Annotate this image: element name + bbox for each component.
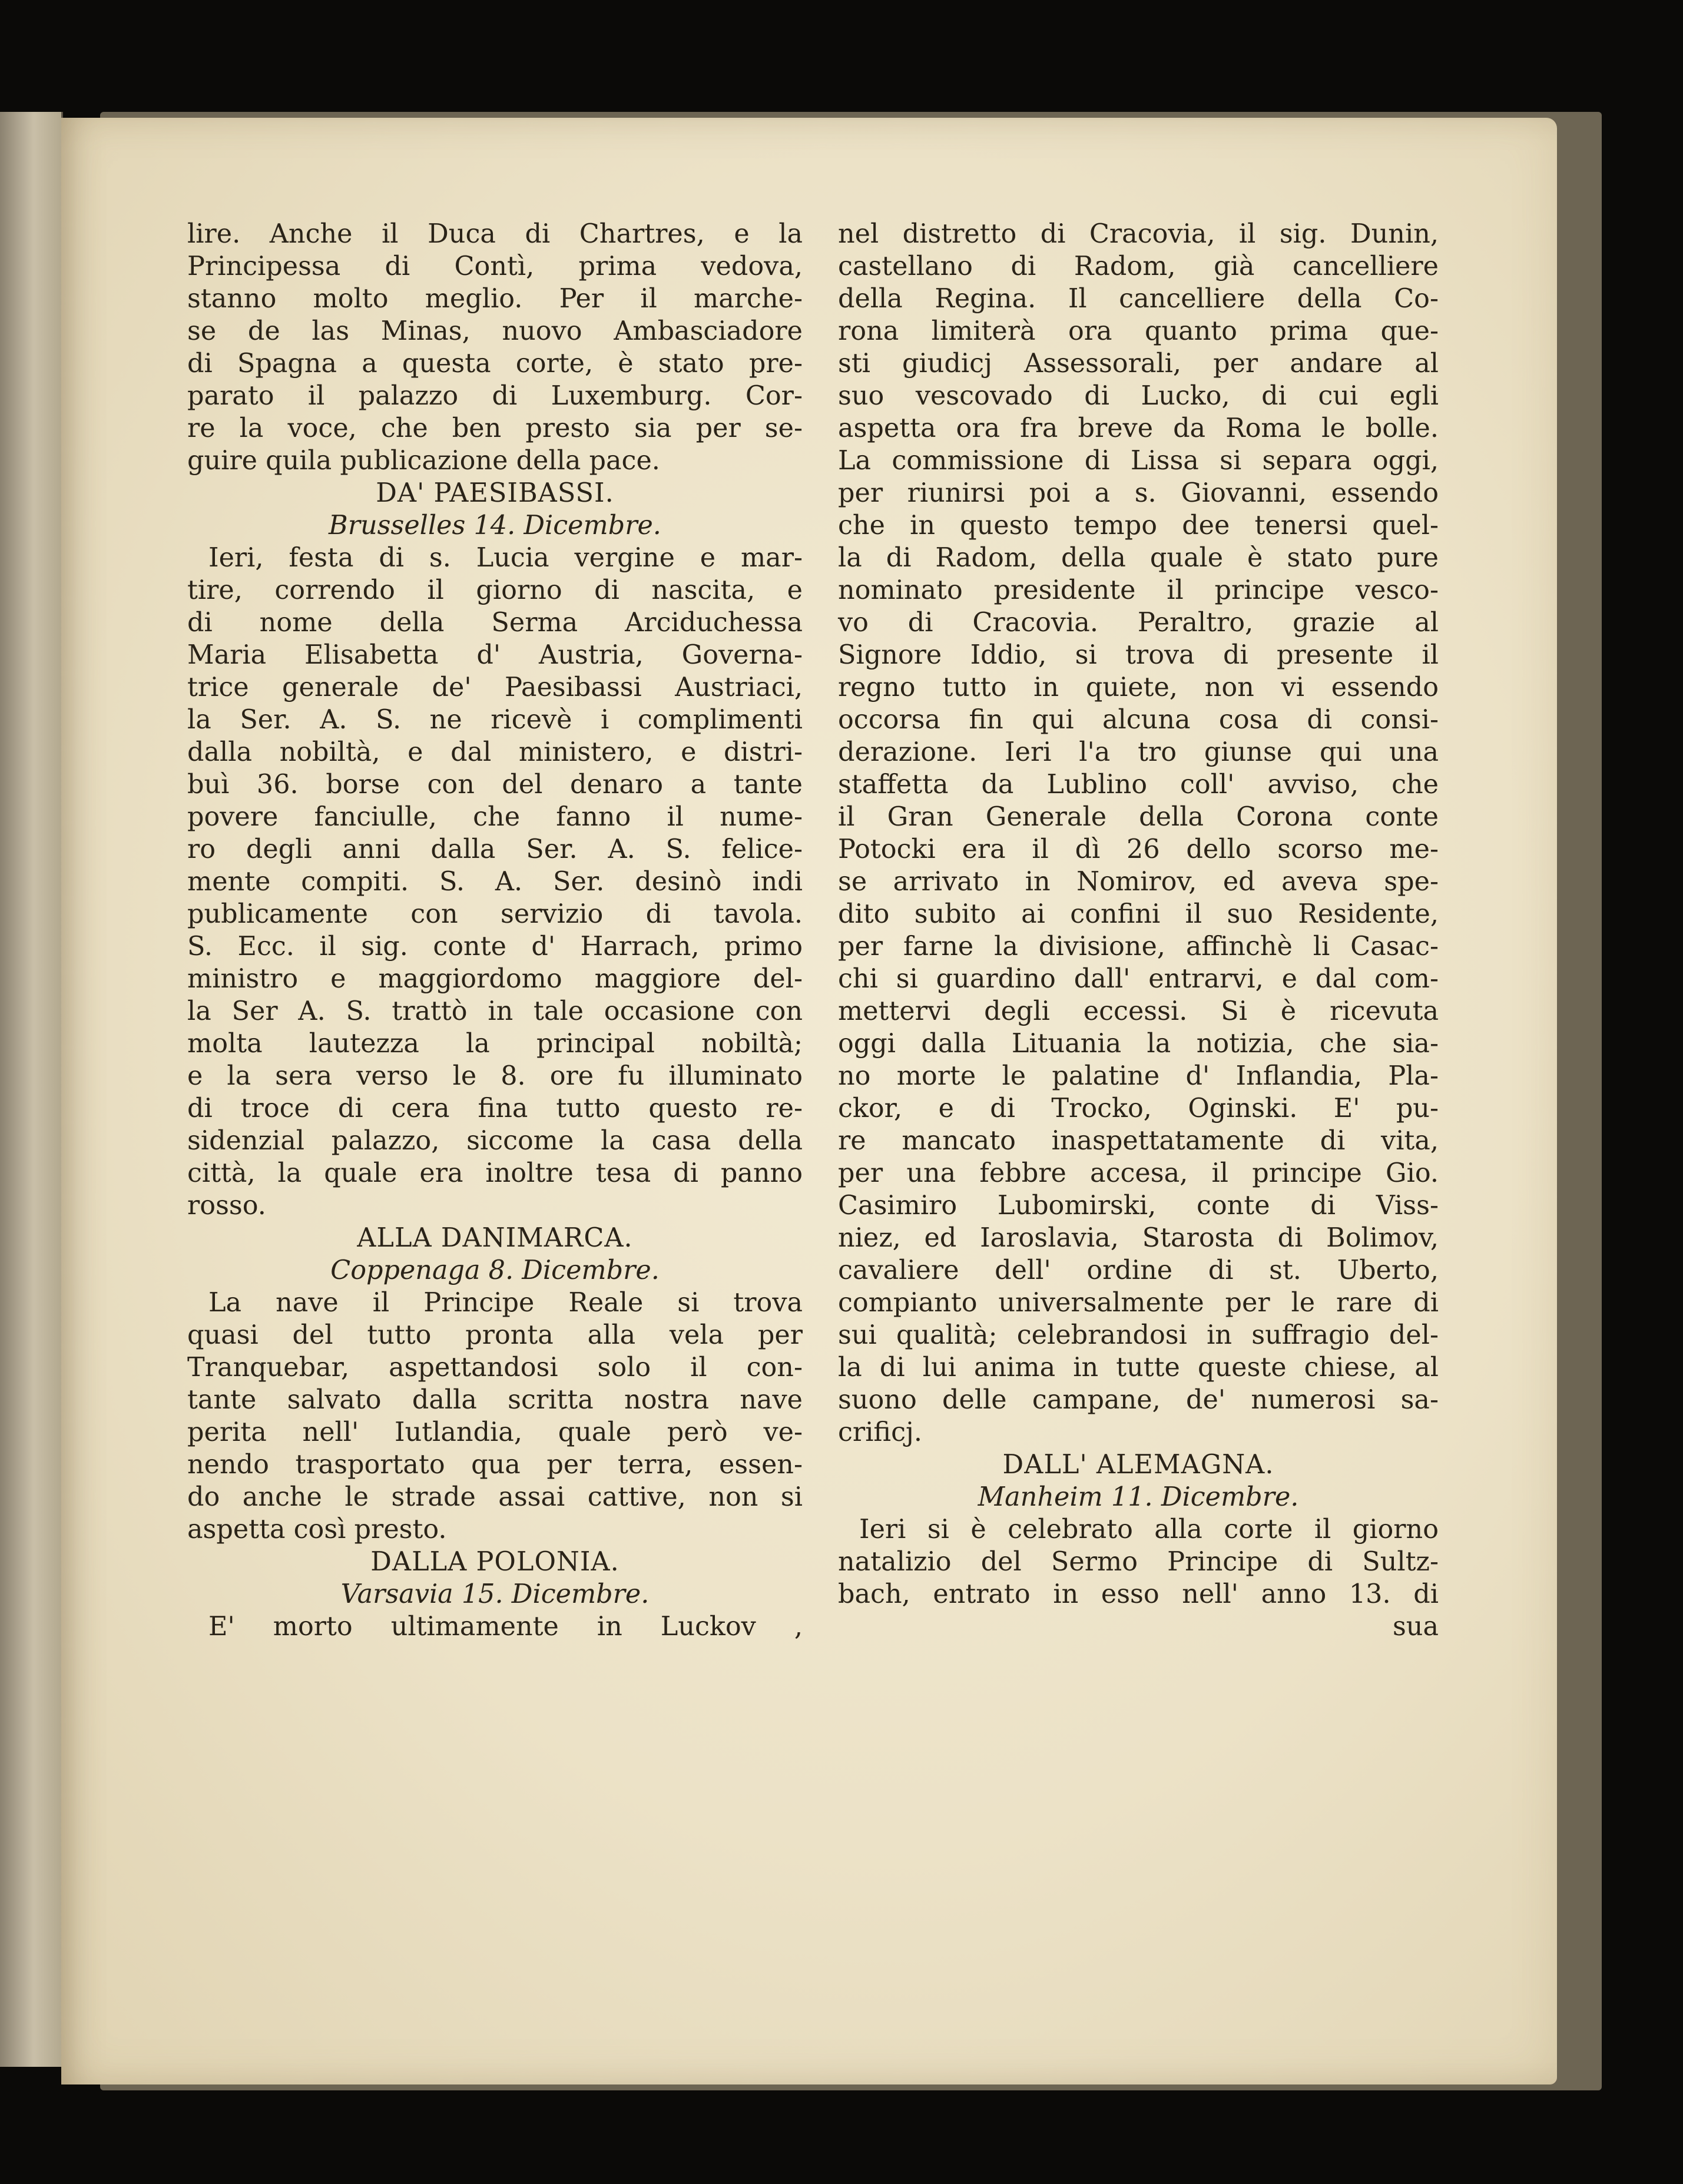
text-line: e la sera verso le 8. ore fu illuminato bbox=[187, 1061, 803, 1091]
left-column bbox=[187, 218, 803, 1643]
text-line: Principessa di Contì, prima vedova, bbox=[187, 251, 803, 281]
text-line: nominato presidente il principe vesco- bbox=[838, 575, 1439, 605]
text-line: per una febbre accesa, il principe Gio. bbox=[838, 1158, 1439, 1188]
text-line: città, la quale era inoltre tesa di panno bbox=[187, 1158, 803, 1188]
text-line: staffetta da Lublino coll' avviso, che bbox=[838, 770, 1439, 800]
text-line: derazione. Ieri l'a tro giunse qui una bbox=[838, 737, 1439, 767]
text-line: nel distretto di Cracovia, il sig. Dunin, bbox=[838, 219, 1439, 249]
text-line: se de las Minas, nuovo Ambasciadore bbox=[187, 316, 803, 346]
text-line: rosso. bbox=[187, 1191, 266, 1221]
text-line: sui qualità; celebrandosi in suffragio del- bbox=[838, 1320, 1439, 1350]
text-line: Ieri si è celebrato alla corte il giorno bbox=[859, 1514, 1439, 1545]
dateline: Coppenaga 8. Dicembre. bbox=[330, 1255, 660, 1285]
text-line: Signore Iddio, si trova di presente il bbox=[838, 640, 1439, 670]
text-line: dalla nobiltà, e dal ministero, e distri- bbox=[187, 737, 803, 767]
text-line: aspetta ora fra breve da Roma le bolle. bbox=[838, 413, 1439, 443]
text-line: di nome della Serma Arciduchessa bbox=[187, 608, 803, 638]
text-line: dito subito ai confini il suo Residente, bbox=[838, 899, 1439, 929]
text-line: il Gran Generale della Corona conte bbox=[838, 802, 1439, 832]
text-line: compianto universalmente per le rare di bbox=[838, 1288, 1439, 1318]
text-line: la Ser A. S. trattò in tale occasione con bbox=[187, 996, 803, 1026]
dateline: Varsavia 15. Dicembre. bbox=[340, 1579, 650, 1609]
text-line: stanno molto meglio. Per il marche- bbox=[187, 284, 803, 314]
text-line: castellano di Radom, già cancelliere bbox=[838, 251, 1439, 281]
text-line: tire, correndo il giorno di nascita, e bbox=[187, 575, 803, 605]
text-line: parato il palazzo di Luxemburg. Cor- bbox=[187, 381, 803, 411]
text-line: guire quila publicazione della pace. bbox=[187, 446, 660, 476]
text-line: la di lui anima in tutte queste chiese, al bbox=[838, 1353, 1439, 1383]
text-line: aspetta così presto. bbox=[187, 1514, 447, 1545]
text-line: di troce di cera fina tutto questo re- bbox=[187, 1093, 803, 1124]
text-line: oggi dalla Lituania la notizia, che sia- bbox=[838, 1029, 1439, 1059]
section-heading: DALLA POLONIA. bbox=[370, 1547, 619, 1577]
text-line: trice generale de' Paesibassi Austriaci, bbox=[187, 672, 803, 702]
text-line: perita nell' Iutlandia, quale però ve- bbox=[187, 1417, 803, 1447]
text-line: sidenzial palazzo, siccome la casa della bbox=[187, 1126, 803, 1156]
text-line: suono delle campane, de' numerosi sa- bbox=[838, 1385, 1439, 1415]
text-line: se arrivato in Nomirov, ed aveva spe- bbox=[838, 867, 1439, 897]
text-line: la di Radom, della quale è stato pure bbox=[838, 543, 1439, 573]
section-heading: DA' PAESIBASSI. bbox=[376, 478, 614, 508]
text-line: tante salvato dalla scritta nostra nave bbox=[187, 1385, 803, 1415]
dateline: Brusselles 14. Dicembre. bbox=[329, 511, 661, 541]
right-column bbox=[838, 218, 1439, 1643]
text-line: della Regina. Il cancelliere della Co- bbox=[838, 284, 1439, 314]
text-line: Maria Elisabetta d' Austria, Governa- bbox=[187, 640, 803, 670]
text-line: la Ser. A. S. ne ricevè i complimenti bbox=[187, 705, 803, 735]
text-line: ckor, e di Trocko, Oginski. E' pu- bbox=[838, 1093, 1439, 1124]
text-line: Ieri, festa di s. Lucia vergine e mar- bbox=[208, 543, 803, 573]
text-line: di Spagna a questa corte, è stato pre- bbox=[187, 349, 803, 379]
text-line: E' morto ultimamente in Luckov , bbox=[208, 1612, 803, 1642]
text-line: quasi del tutto pronta alla vela per bbox=[187, 1320, 803, 1350]
text-line: povere fanciulle, che fanno il nume- bbox=[187, 802, 803, 832]
text-line: re la voce, che ben presto sia per se- bbox=[187, 413, 803, 443]
text-line: bach, entrato in esso nell' anno 13. di bbox=[838, 1579, 1439, 1609]
text-line: publicamente con servizio di tavola. bbox=[187, 899, 803, 929]
text-line: chi si guardino dall' entrarvi, e dal com- bbox=[838, 964, 1439, 994]
text-line: ro degli anni dalla Ser. A. S. felice- bbox=[187, 834, 803, 864]
text-line: rona limiterà ora quanto prima que- bbox=[838, 316, 1439, 346]
text-line: molta lautezza la principal nobiltà; bbox=[187, 1029, 803, 1059]
text-line: Potocki era il dì 26 dello scorso me- bbox=[838, 834, 1439, 864]
text-line: vo di Cracovia. Peraltro, grazie al bbox=[838, 608, 1439, 638]
section-heading: ALLA DANIMARCA. bbox=[357, 1223, 633, 1253]
text-line: lire. Anche il Duca di Chartres, e la bbox=[187, 219, 803, 249]
text-line: Casimiro Lubomirski, conte di Viss- bbox=[838, 1191, 1439, 1221]
text-line: suo vescovado di Lucko, di cui egli bbox=[838, 381, 1439, 411]
text-line: per farne la divisione, affinchè li Casac- bbox=[838, 932, 1439, 962]
text-line: S. Ecc. il sig. conte d' Harrach, primo bbox=[187, 932, 803, 962]
text-line: re mancato inaspettatamente di vita, bbox=[838, 1126, 1439, 1156]
text-line: La nave il Principe Reale si trova bbox=[208, 1288, 803, 1318]
text-line: occorsa fin qui alcuna cosa di consi- bbox=[838, 705, 1439, 735]
facing-page-edge bbox=[0, 112, 63, 2067]
text-line: niez, ed Iaroslavia, Starosta di Bolimov, bbox=[838, 1223, 1439, 1253]
catchword: sua bbox=[1392, 1612, 1439, 1642]
text-line: mente compiti. S. A. Ser. desinò indi bbox=[187, 867, 803, 897]
text-line: cavaliere dell' ordine di st. Uberto, bbox=[838, 1255, 1439, 1285]
text-line: ministro e maggiordomo maggiore del- bbox=[187, 964, 803, 994]
text-line: che in questo tempo dee tenersi quel- bbox=[838, 511, 1439, 541]
section-heading: DALL' ALEMAGNA. bbox=[1002, 1450, 1274, 1480]
text-line: crificj. bbox=[838, 1417, 922, 1447]
text-line: do anche le strade assai cattive, non si bbox=[187, 1482, 803, 1512]
text-line: natalizio del Sermo Principe di Sultz- bbox=[838, 1547, 1439, 1577]
text-line: regno tutto in quiete, non vi essendo bbox=[838, 672, 1439, 702]
text-line: no morte le palatine d' Inflandia, Pla- bbox=[838, 1061, 1439, 1091]
text-line: per riunirsi poi a s. Giovanni, essendo bbox=[838, 478, 1439, 508]
dateline: Manheim 11. Dicembre. bbox=[978, 1482, 1299, 1512]
text-line: La commissione di Lissa si separa oggi, bbox=[838, 446, 1439, 476]
text-line: nendo trasportato qua per terra, essen- bbox=[187, 1450, 803, 1480]
text-line: mettervi degli eccessi. Si è ricevuta bbox=[838, 996, 1439, 1026]
text-line: buì 36. borse con del denaro a tante bbox=[187, 770, 803, 800]
text-line: sti giudicj Assessorali, per andare al bbox=[838, 349, 1439, 379]
text-line: Tranquebar, aspettandosi solo il con- bbox=[187, 1353, 803, 1383]
